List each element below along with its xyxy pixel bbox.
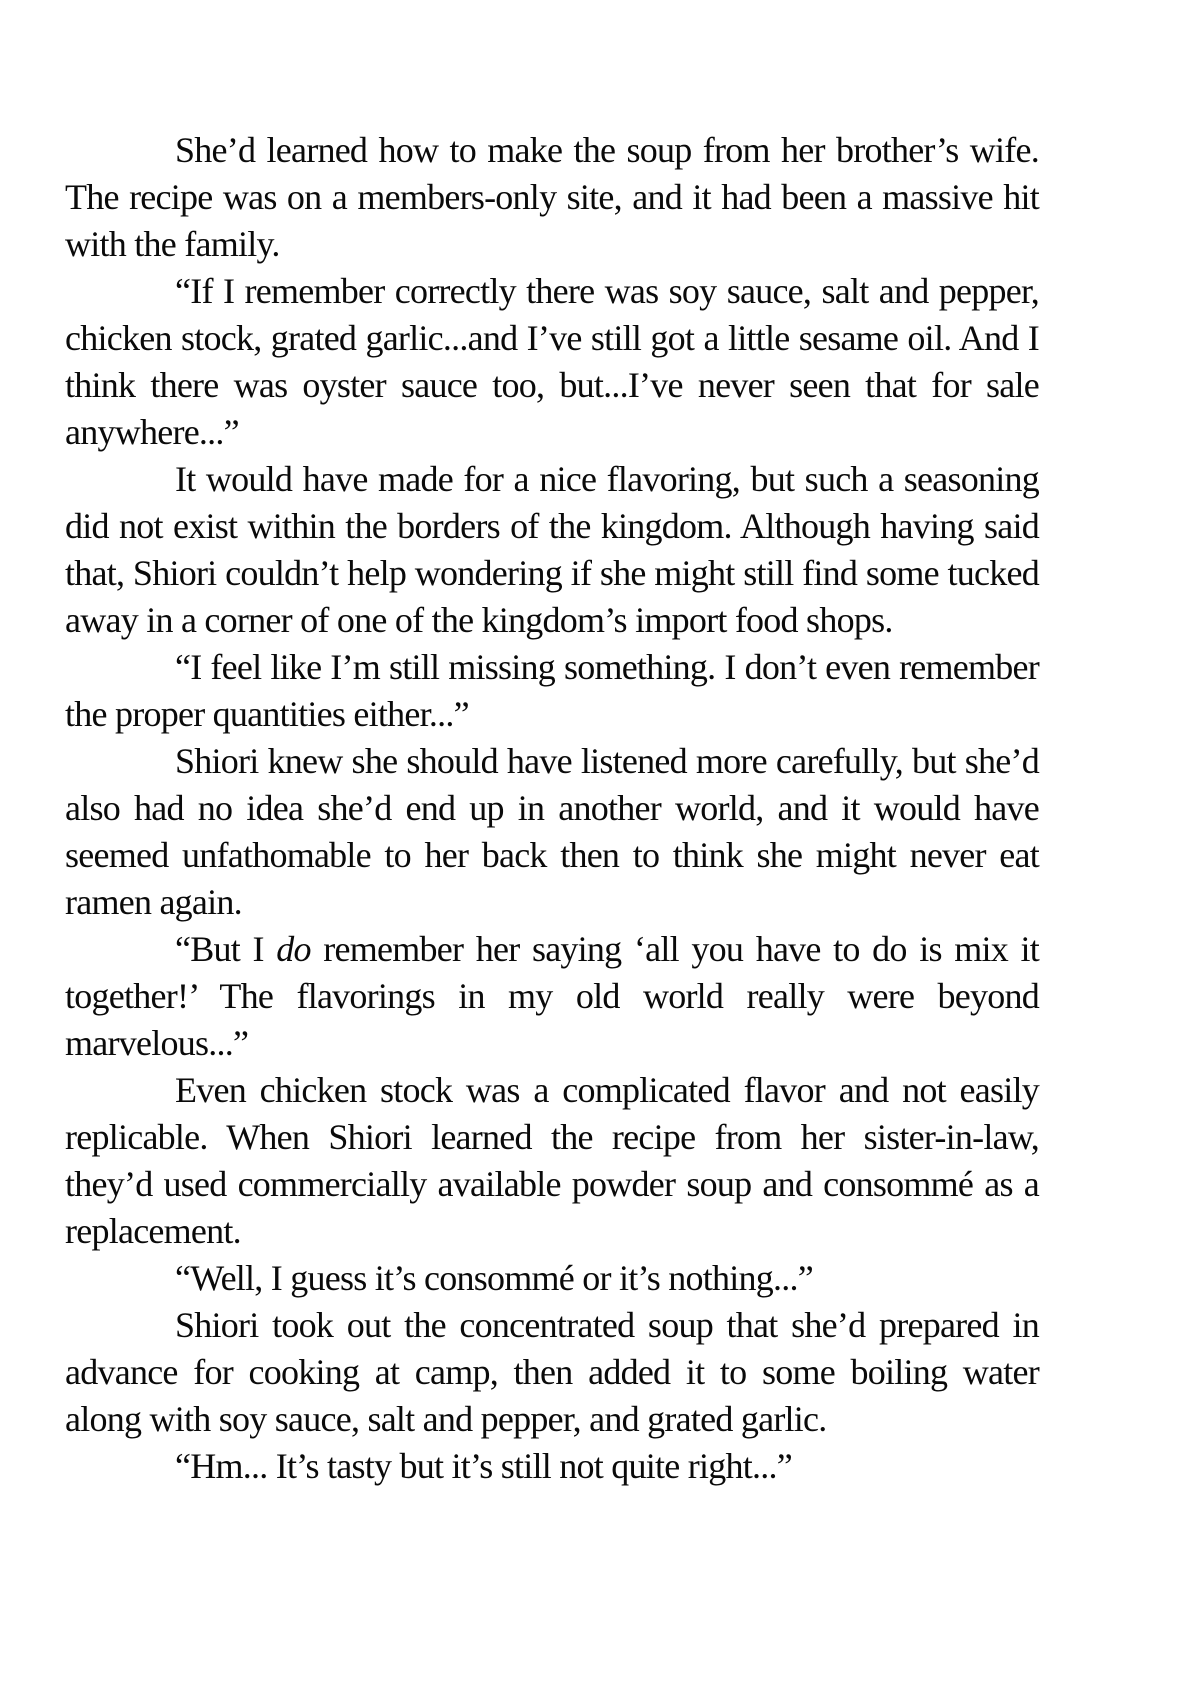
paragraph bbox=[65, 268, 1039, 456]
paragraph bbox=[65, 127, 1039, 268]
text-run: “If I remember correctly there was soy sauce, salt and pepper, chicken stock, grated garlic...and I’ve still got a little sesame oil. And I think there was oyster sauce too, but...I’ve never seen that for sale anywhere...” bbox=[65, 271, 1039, 452]
paragraph bbox=[65, 644, 1039, 738]
paragraph bbox=[65, 1067, 1039, 1255]
paragraph bbox=[65, 926, 1039, 1067]
paragraph bbox=[65, 1443, 1039, 1490]
text-run: Shiori took out the concentrated soup that she’d prepared in advance for cooking at camp, then added it to some boiling water along with soy sauce, salt and pepper, and grated garlic. bbox=[65, 1305, 1039, 1439]
italic-text-run: do bbox=[276, 929, 311, 969]
text-run: “But I bbox=[175, 929, 277, 969]
text-run: Even chicken stock was a complicated flavor and not easily replicable. When Shiori learned the recipe from her sister-in-law, they’d used commercially available powder soup and consommé as a replacement. bbox=[65, 1070, 1039, 1251]
paragraph bbox=[65, 738, 1039, 926]
text-run: She’d learned how to make the soup from her brother’s wife. The recipe was on a members-only site, and it had been a massive hit with the family. bbox=[65, 130, 1039, 264]
paragraph bbox=[65, 1302, 1039, 1443]
paragraph bbox=[65, 456, 1039, 644]
body-text-container bbox=[65, 127, 1039, 1490]
text-run: “I feel like I’m still missing something. I don’t even remember the proper quantities either...” bbox=[65, 647, 1039, 734]
text-run: “Hm... It’s tasty but it’s still not quite right...” bbox=[175, 1446, 792, 1486]
text-run: “Well, I guess it’s consommé or it’s nothing...” bbox=[175, 1258, 814, 1298]
text-run: It would have made for a nice flavoring, but such a seasoning did not exist within the borders of the kingdom. Although having said that, Shiori couldn’t help wondering if she might still find some tucked away in a corner of one of the kingdom’s import food shops. bbox=[65, 459, 1039, 640]
paragraph bbox=[65, 1255, 1039, 1302]
text-run: Shiori knew she should have listened more carefully, but she’d also had no idea she’d end up in another world, and it would have seemed unfathomable to her back then to think she might never eat ramen again. bbox=[65, 741, 1039, 922]
text-run: remember her saying ‘all you have to do is mix it together!’ The flavorings in my old world really were beyond marvelous...” bbox=[65, 929, 1039, 1063]
